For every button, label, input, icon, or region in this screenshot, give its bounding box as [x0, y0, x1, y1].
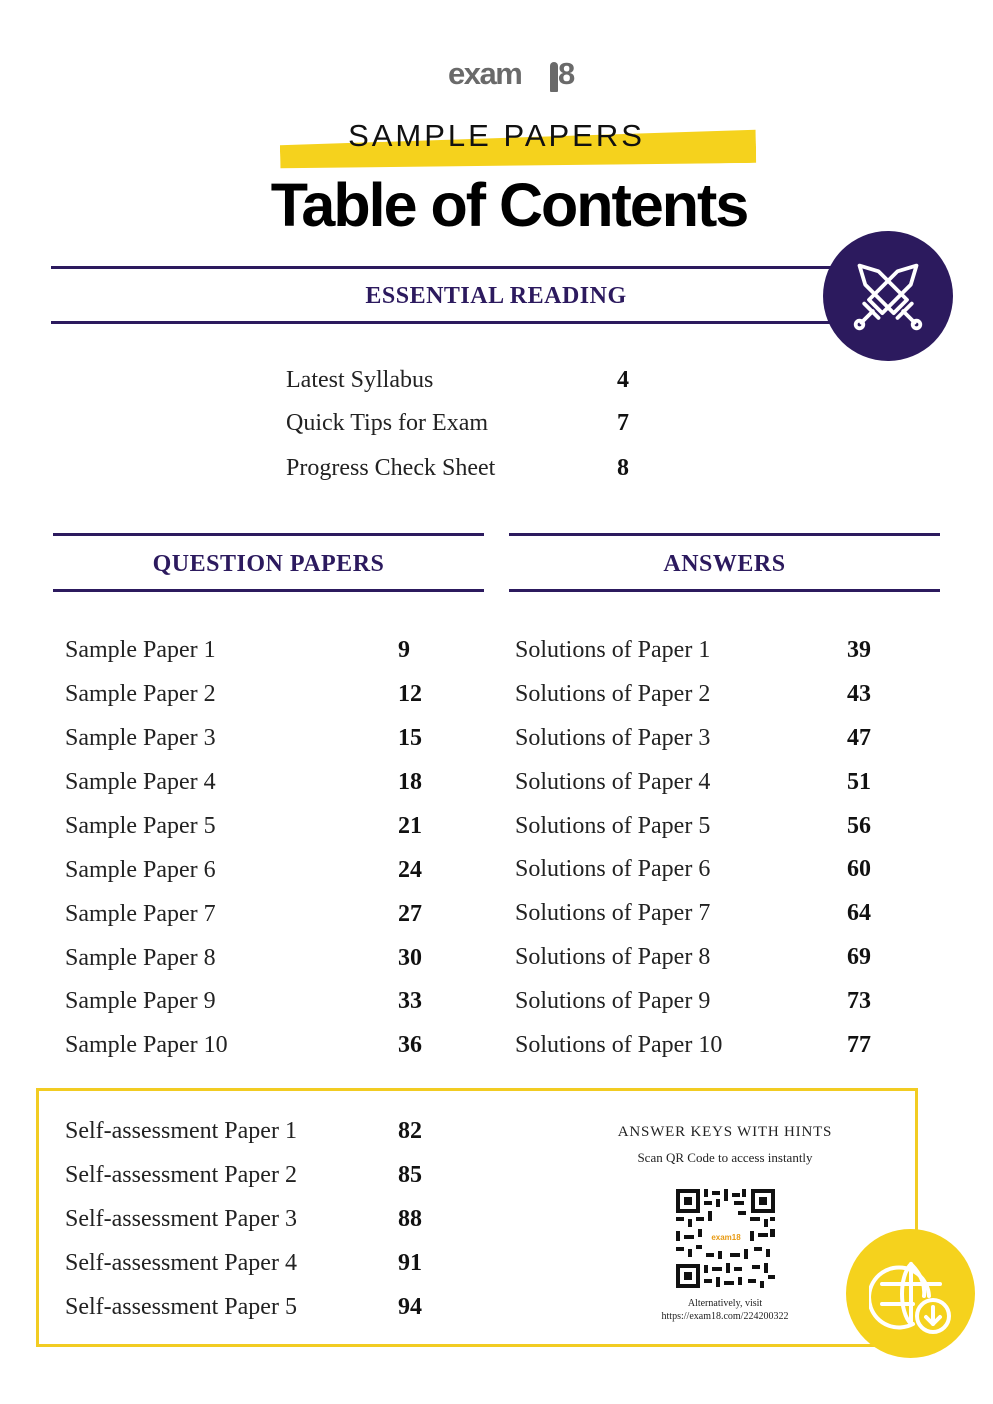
- globe-download-icon: [869, 1252, 953, 1336]
- list-item-label: Self-assessment Paper 5: [65, 1294, 297, 1320]
- list-item-page: 27: [398, 901, 422, 927]
- list-item-page: 4: [617, 367, 629, 393]
- logo-pencil-mark: [550, 62, 558, 92]
- page-title: Table of Contents: [270, 171, 748, 239]
- list-item-page: 15: [398, 725, 422, 751]
- list-item-page: 77: [847, 1032, 871, 1058]
- list-item-page: 69: [847, 944, 871, 970]
- list-item-label: Latest Syllabus: [286, 367, 434, 393]
- list-item-page: 60: [847, 856, 871, 882]
- list-item-label: Sample Paper 6: [65, 857, 216, 883]
- list-item-label: Progress Check Sheet: [286, 455, 496, 481]
- list-item-label: Solutions of Paper 10: [515, 1032, 723, 1058]
- question-papers-rule-bottom: [53, 589, 484, 592]
- list-item-page: 73: [847, 988, 871, 1014]
- list-item-page: 24: [398, 857, 422, 883]
- question-papers-rule-top: [53, 533, 484, 536]
- list-item-page: 9: [398, 637, 410, 663]
- qr-alt-url[interactable]: https://exam18.com/224200322: [661, 1311, 789, 1322]
- list-item-label: Sample Paper 8: [65, 945, 216, 971]
- list-item-label: Self-assessment Paper 1: [65, 1118, 297, 1144]
- qr-code[interactable]: [674, 1187, 777, 1290]
- essential-rule-top: [51, 266, 851, 269]
- list-item-label: Self-assessment Paper 2: [65, 1162, 297, 1188]
- answers-heading: ANSWERS: [663, 551, 786, 577]
- list-item-label: Quick Tips for Exam: [286, 410, 489, 436]
- question-papers-heading: QUESTION PAPERS: [152, 551, 385, 577]
- list-item-page: 47: [847, 725, 871, 751]
- list-item-label: Solutions of Paper 5: [515, 813, 711, 839]
- list-item-label: Solutions of Paper 8: [515, 944, 711, 970]
- list-item-page: 33: [398, 988, 422, 1014]
- qr-alt-label: Alternatively, visit: [687, 1298, 763, 1309]
- logo-number: 8: [558, 56, 576, 91]
- list-item-label: Solutions of Paper 3: [515, 725, 711, 751]
- list-item-page: 12: [398, 681, 422, 707]
- list-item-page: 85: [398, 1162, 422, 1188]
- list-item-label: Self-assessment Paper 4: [65, 1250, 297, 1276]
- list-item-label: Sample Paper 4: [65, 769, 216, 795]
- list-item-label: Sample Paper 5: [65, 813, 216, 839]
- qr-panel-title: ANSWER KEYS WITH HINTS: [617, 1124, 833, 1140]
- essential-rule-bottom: [51, 321, 851, 324]
- list-item-page: 82: [398, 1118, 422, 1144]
- list-item-label: Sample Paper 1: [65, 637, 216, 663]
- list-item-label: Sample Paper 2: [65, 681, 216, 707]
- list-item-page: 64: [847, 900, 871, 926]
- list-item-label: Solutions of Paper 4: [515, 769, 711, 795]
- list-item-label: Sample Paper 3: [65, 725, 216, 751]
- answers-rule-top: [509, 533, 940, 536]
- exam18-logo: [448, 56, 588, 96]
- list-item-label: Solutions of Paper 9: [515, 988, 711, 1014]
- list-item-label: Solutions of Paper 1: [515, 637, 711, 663]
- list-item-page: 43: [847, 681, 871, 707]
- list-item-label: Sample Paper 7: [65, 901, 216, 927]
- crossed-swords-icon: [850, 258, 926, 334]
- list-item-label: Solutions of Paper 7: [515, 900, 711, 926]
- logo-text: exam: [448, 56, 522, 91]
- list-item-page: 18: [398, 769, 422, 795]
- list-item-page: 21: [398, 813, 422, 839]
- page-subtitle: SAMPLE PAPERS: [348, 118, 645, 153]
- list-item-page: 7: [617, 410, 629, 436]
- qr-logo-text: exam18: [711, 1233, 741, 1242]
- list-item-page: 56: [847, 813, 871, 839]
- crossed-swords-badge: [823, 231, 953, 361]
- list-item-label: Solutions of Paper 2: [515, 681, 711, 707]
- list-item-page: 91: [398, 1250, 422, 1276]
- list-item-page: 30: [398, 945, 422, 971]
- list-item-label: Sample Paper 9: [65, 988, 216, 1014]
- answers-rule-bottom: [509, 589, 940, 592]
- list-item-page: 36: [398, 1032, 422, 1058]
- list-item-page: 51: [847, 769, 871, 795]
- list-item-page: 39: [847, 637, 871, 663]
- list-item-page: 88: [398, 1206, 422, 1232]
- list-item-label: Self-assessment Paper 3: [65, 1206, 297, 1232]
- list-item-page: 8: [617, 455, 629, 481]
- list-item-label: Sample Paper 10: [65, 1032, 228, 1058]
- globe-download-badge: [846, 1229, 975, 1358]
- qr-panel-subtitle: Scan QR Code to access instantly: [637, 1150, 813, 1165]
- list-item-label: Solutions of Paper 6: [515, 856, 711, 882]
- list-item-page: 94: [398, 1294, 422, 1320]
- essential-heading: ESSENTIAL READING: [365, 283, 627, 309]
